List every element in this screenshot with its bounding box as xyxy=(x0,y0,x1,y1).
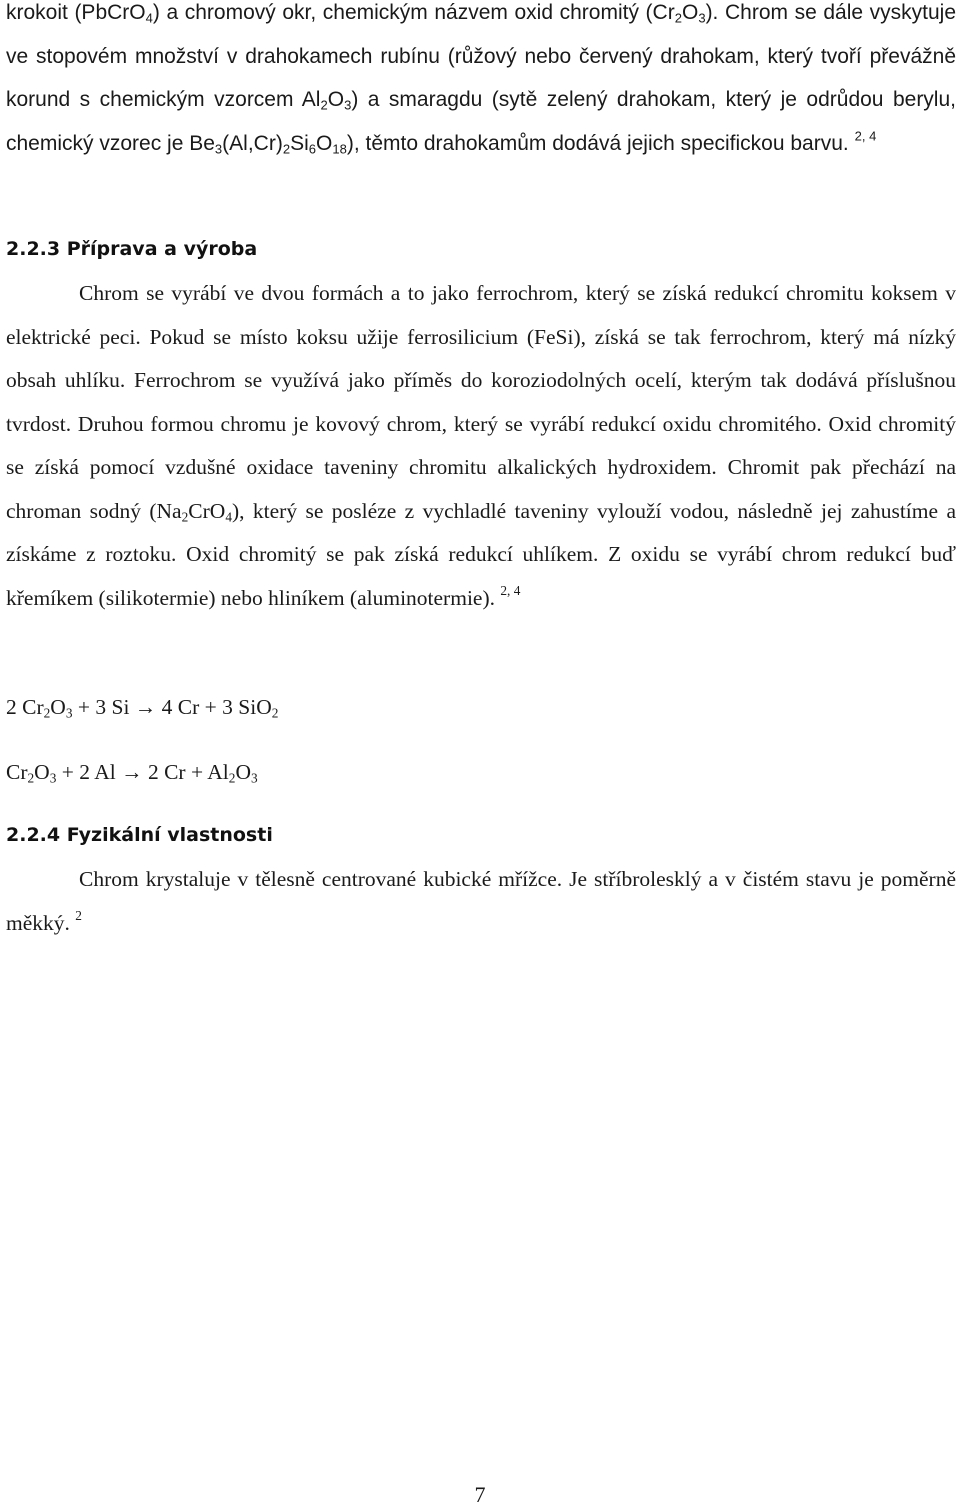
equation-silicothermy xyxy=(6,692,278,722)
text-run: ) a chromový okr, chemickým názvem oxid chromitý (Cr xyxy=(152,1,675,24)
subscript: 2 xyxy=(271,705,279,721)
text-run: + 3 Si → 4 Cr + 3 SiO xyxy=(72,695,272,719)
subscript: 2 xyxy=(228,770,236,786)
subscript: 4 xyxy=(225,509,232,525)
text-run: O xyxy=(235,760,251,784)
subscript: 3 xyxy=(698,10,706,26)
text-run: CrO xyxy=(188,498,226,523)
text-run: O xyxy=(316,131,333,155)
subscript: 2 xyxy=(43,705,51,721)
text-run: Cr xyxy=(6,760,28,784)
text-run: O xyxy=(681,1,699,24)
subscript: 4 xyxy=(145,10,153,26)
subscript: 2 xyxy=(181,509,189,525)
text-run: ). Chrom se dále vyskytuje ve stopovém množství v drahokamech rubínu (růžový nebo červený drahokam, který tvoří převážně korund s chemickým vzorcem Al xyxy=(6,1,957,111)
page-number: 7 xyxy=(474,1482,486,1507)
subscript: 3 xyxy=(65,705,73,721)
subscript: 18 xyxy=(332,141,347,157)
subscript: 2 xyxy=(27,770,35,786)
subscript: 2 xyxy=(282,141,291,157)
text-run: krokoit (PbCrO xyxy=(6,1,146,24)
section-heading-2-2-3: 2.2.3 Příprava a výroba xyxy=(6,238,258,260)
text-run: O xyxy=(327,88,345,111)
text-run: 2 Cr xyxy=(6,695,44,719)
intro-paragraph xyxy=(6,0,956,165)
text-run: (Al,Cr) xyxy=(222,131,283,155)
text-run: + 2 Al → 2 Cr + Al xyxy=(56,760,229,784)
subscript: 3 xyxy=(344,97,352,113)
section-2-2-4-paragraph xyxy=(6,858,956,945)
section-2-2-3-paragraph xyxy=(6,272,956,620)
text-run: O xyxy=(50,695,66,719)
text-run: ), těmto drahokamům dodává jejich specifickou barvu. xyxy=(346,131,849,155)
text-run: Chrom se vyrábí ve dvou formách a to jako ferrochrom, který se získá redukcí chromitu koksem v elektrické peci. Pokud se místo koksu užije ferrosilicium (FeSi), získá se tak ferrochrom, který má nízký obsah uhlíku. Ferrochrom se využívá jako příměs do koroziodolných ocelí, kterým tak dodává příslušnou tvrdost. Druhou formou chromu je kovový chrom, který se vyrábí redukcí oxidu chromitého. Oxid chromitý se získá pomocí vzdušné oxidace taveniny chromitu alkalických hydroxidem. Chromit pak přechází na chroman sodný (Na xyxy=(6,281,956,523)
subscript: 3 xyxy=(49,770,57,786)
text-run: ) a smaragdu (sytě zelený drahokam, který je odrůdou berylu, chemický vzorec je Be xyxy=(6,88,956,155)
text-run: Chrom krystaluje v tělesně centrované kubické mřížce. Je stříbrolesklý a v čistém stavu je poměrně měkký. xyxy=(6,867,956,935)
subscript: 2 xyxy=(320,97,328,113)
text-run: Si xyxy=(290,131,309,155)
subscript: 2 xyxy=(674,10,682,26)
citation-ref: 2, 4 xyxy=(854,127,877,143)
citation-ref: 2, 4 xyxy=(500,582,521,598)
equation-aluminothermy xyxy=(6,757,258,787)
text-run: ), který se posléze z vychladlé taveniny vylouží vodou, následně jej zahustíme a získáme z roztoku. Oxid chromitý se pak získá redukcí uhlíkem. Z oxidu se vyrábí chrom redukcí buď křemíkem (silikotermie) nebo hliníkem (aluminotermie). xyxy=(6,498,956,610)
subscript: 6 xyxy=(308,141,316,157)
text-run: O xyxy=(34,760,50,784)
section-heading-2-2-4: 2.2.4 Fyzikální vlastnosti xyxy=(6,824,273,846)
citation-ref: 2 xyxy=(75,907,82,923)
subscript: 3 xyxy=(214,141,223,157)
subscript: 3 xyxy=(250,770,258,786)
